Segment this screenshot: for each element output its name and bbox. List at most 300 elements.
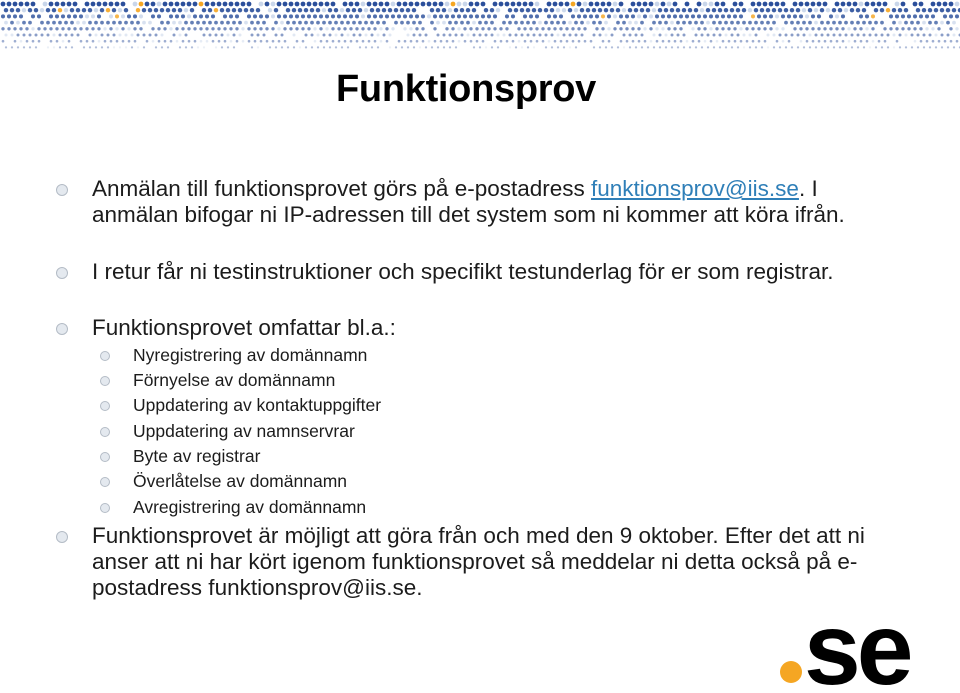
band-dot [827, 46, 829, 48]
band-dot [836, 40, 839, 43]
svg-text:se: se [804, 596, 910, 688]
band-dot [901, 14, 905, 18]
band-dot [769, 2, 774, 7]
band-dot [671, 34, 674, 37]
band-dot [508, 21, 512, 25]
band-dot [139, 27, 142, 30]
band-dot [340, 8, 344, 12]
band-dot [406, 8, 410, 12]
band-dot [25, 2, 30, 7]
band-dot [268, 8, 272, 12]
band-dot [847, 2, 852, 7]
band-dot [733, 14, 737, 18]
band-dot [755, 46, 757, 48]
band-dot [955, 27, 958, 30]
band-dot [743, 46, 745, 48]
band-dot [472, 8, 476, 12]
band-dot [662, 40, 665, 43]
band-dot [608, 40, 611, 43]
band-dot [400, 8, 404, 12]
band-dot [793, 2, 798, 7]
band-dot [59, 46, 61, 48]
band-dot [182, 40, 185, 43]
band-dot [544, 8, 548, 12]
band-dot [17, 34, 20, 37]
sub-bullet-dot-icon [100, 401, 110, 411]
band-dot [10, 21, 14, 25]
band-dot [530, 40, 533, 43]
band-dot [799, 2, 804, 7]
bullet-dot-icon [56, 184, 68, 196]
band-dot [586, 21, 590, 25]
band-dot [463, 27, 466, 30]
band-dot [239, 34, 242, 37]
band-dot [730, 21, 734, 25]
band-dot [5, 46, 7, 48]
band-dot [40, 21, 44, 25]
band-dot [815, 46, 817, 48]
band-dot [547, 14, 551, 18]
band-dot [68, 40, 71, 43]
band-dot [298, 21, 302, 25]
band-dot [748, 21, 752, 25]
band-dot [10, 8, 14, 12]
band-dot [202, 21, 206, 25]
band-dot [302, 40, 305, 43]
band-dot [79, 27, 82, 30]
band-dot [533, 46, 535, 48]
band-dot [77, 34, 80, 37]
band-dot [538, 8, 542, 12]
band-dot [61, 27, 64, 30]
band-dot [577, 27, 580, 30]
band-dot [575, 34, 578, 37]
band-dot [691, 27, 694, 30]
band-dot [497, 46, 499, 48]
band-dot [635, 34, 638, 37]
band-dot [914, 40, 917, 43]
band-dot [305, 46, 307, 48]
band-dot [445, 14, 449, 18]
band-dot [142, 8, 146, 12]
band-dot [638, 40, 641, 43]
band-dot [133, 14, 137, 18]
band-dot [176, 40, 179, 43]
sub-bullet-item [133, 471, 733, 491]
band-dot [853, 2, 858, 7]
band-dot [635, 46, 637, 48]
band-dot [206, 40, 209, 43]
band-dot [787, 14, 791, 18]
band-dot [40, 8, 44, 12]
band-dot [859, 2, 864, 7]
band-dot [316, 8, 320, 12]
band-dot [355, 27, 358, 30]
band-dot [125, 46, 127, 48]
band-dot [47, 46, 49, 48]
band-dot [808, 8, 812, 12]
band-dot [886, 8, 890, 12]
band-dot [373, 14, 377, 18]
band-dot [157, 2, 162, 7]
band-dot [475, 14, 479, 18]
band-dot [956, 40, 959, 43]
band-dot [490, 21, 494, 25]
band-dot [283, 2, 288, 7]
band-dot [124, 8, 128, 12]
band-dot [482, 40, 485, 43]
band-dot [949, 2, 954, 7]
band-dot [803, 34, 806, 37]
band-dot [133, 27, 136, 30]
band-dot [571, 14, 575, 18]
band-dot [799, 27, 802, 30]
band-dot [563, 34, 566, 37]
band-dot [467, 34, 470, 37]
band-dot [262, 21, 266, 25]
band-dot [497, 34, 500, 37]
band-dot [611, 46, 613, 48]
band-dot [667, 14, 671, 18]
band-dot [413, 46, 415, 48]
band-dot [841, 27, 844, 30]
band-dot [151, 27, 154, 30]
band-dot [749, 34, 752, 37]
band-dot [163, 2, 168, 7]
band-dot [544, 21, 548, 25]
band-dot [28, 21, 32, 25]
band-dot [134, 40, 137, 43]
band-dot [731, 34, 734, 37]
band-dot [7, 14, 11, 18]
band-dot [343, 27, 346, 30]
band-dot [653, 34, 656, 37]
band-dot [725, 34, 728, 37]
band-dot [605, 34, 608, 37]
band-dot [658, 8, 662, 12]
sub-bullet-item [133, 345, 733, 365]
band-dot [707, 46, 709, 48]
band-dot [700, 8, 704, 12]
sub-bullet-dot-icon [100, 503, 110, 513]
band-dot [709, 27, 712, 30]
band-dot [772, 21, 776, 25]
band-dot [520, 21, 524, 25]
band-dot [730, 8, 734, 12]
band-dot [371, 46, 373, 48]
band-dot [575, 46, 577, 48]
band-dot [131, 34, 134, 37]
band-dot [778, 8, 782, 12]
band-dot [170, 40, 173, 43]
band-dot [845, 34, 848, 37]
band-dot [484, 8, 488, 12]
band-dot [829, 27, 832, 30]
band-dot [523, 27, 526, 30]
band-dot [61, 14, 65, 18]
band-dot [856, 8, 860, 12]
band-dot [691, 14, 695, 18]
band-dot [815, 34, 818, 37]
band-dot [175, 14, 179, 18]
band-dot [310, 21, 314, 25]
band-dot [251, 46, 253, 48]
band-dot [331, 14, 335, 18]
band-dot [83, 46, 85, 48]
band-dot [67, 27, 70, 30]
band-dot [799, 14, 803, 18]
band-dot [899, 46, 901, 48]
band-dot [805, 14, 809, 18]
band-dot [106, 21, 110, 25]
email-link[interactable]: funktionsprov@iis.se [591, 176, 799, 201]
band-dot [769, 27, 772, 30]
band-dot [31, 2, 36, 7]
band-dot [946, 8, 950, 12]
band-dot [469, 14, 473, 18]
band-dot [569, 46, 571, 48]
band-dot [779, 46, 781, 48]
band-dot [911, 46, 913, 48]
band-dot [686, 40, 689, 43]
band-dot [506, 40, 509, 43]
band-dot [613, 14, 617, 18]
band-dot [736, 21, 740, 25]
band-dot [748, 8, 752, 12]
band-dot [517, 27, 520, 30]
band-dot [256, 8, 260, 12]
band-dot [724, 8, 728, 12]
sub-bullet-dot-icon [100, 477, 110, 487]
band-dot [313, 14, 317, 18]
band-dot [107, 34, 110, 37]
band-dot [757, 27, 760, 30]
band-dot [457, 14, 461, 18]
band-dot [223, 2, 228, 7]
band-dot [631, 2, 636, 7]
band-dot [208, 21, 212, 25]
band-dot [412, 8, 416, 12]
band-dot [197, 46, 199, 48]
band-dot [61, 2, 66, 7]
band-dot [553, 2, 558, 7]
band-dot [754, 21, 758, 25]
band-dot [115, 14, 119, 18]
band-dot [421, 2, 426, 7]
se-logo [778, 596, 948, 688]
band-dot [220, 21, 224, 25]
band-dot [811, 14, 815, 18]
band-dot [11, 34, 14, 37]
band-dot [212, 40, 215, 43]
band-dot [38, 40, 41, 43]
band-dot [76, 21, 80, 25]
band-dot [203, 34, 206, 37]
band-dot [548, 40, 551, 43]
band-dot [224, 40, 227, 43]
band-dot [743, 34, 746, 37]
band-dot [148, 8, 152, 12]
band-dot [346, 21, 350, 25]
band-dot [838, 21, 842, 25]
band-dot [676, 8, 680, 12]
band-dot [542, 40, 545, 43]
band-dot [353, 34, 356, 37]
band-dot [574, 8, 578, 12]
band-dot [610, 8, 614, 12]
band-dot [32, 40, 35, 43]
band-dot [115, 27, 118, 30]
band-dot [317, 34, 320, 37]
band-dot [503, 34, 506, 37]
band-dot [773, 34, 776, 37]
band-dot [781, 14, 785, 18]
band-dot [460, 21, 464, 25]
band-dot [952, 21, 956, 25]
sub-bullet-item [133, 497, 733, 517]
band-dot [235, 14, 239, 18]
band-dot [896, 40, 899, 43]
band-dot [73, 14, 77, 18]
band-dot [76, 8, 80, 12]
band-dot [410, 40, 413, 43]
band-dot [109, 14, 113, 18]
band-dot [7, 2, 12, 7]
band-dot [205, 27, 208, 30]
band-dot [73, 2, 78, 7]
band-dot [796, 21, 800, 25]
band-dot [595, 14, 599, 18]
band-dot [793, 27, 796, 30]
band-dot [293, 34, 296, 37]
band-dot [569, 34, 572, 37]
band-dot [631, 27, 634, 30]
band-dot [749, 46, 751, 48]
band-dot [631, 14, 635, 18]
band-dot [911, 34, 914, 37]
band-dot [350, 40, 353, 43]
band-dot [583, 2, 588, 7]
band-dot [683, 34, 686, 37]
band-dot [841, 2, 846, 7]
band-dot [394, 21, 398, 25]
band-dot [719, 34, 722, 37]
band-dot [803, 46, 805, 48]
band-dot [698, 40, 701, 43]
band-dot [289, 14, 293, 18]
band-dot [767, 34, 770, 37]
band-dot [851, 46, 853, 48]
band-dot [455, 46, 457, 48]
band-dot [649, 27, 652, 30]
band-dot [731, 46, 733, 48]
band-dot [49, 14, 53, 18]
band-dot [664, 21, 668, 25]
band-dot [332, 40, 335, 43]
band-dot [863, 34, 866, 37]
band-dot [736, 8, 740, 12]
band-dot [695, 46, 697, 48]
band-dot [742, 21, 746, 25]
band-dot [773, 46, 775, 48]
band-dot [470, 40, 473, 43]
band-dot [293, 46, 295, 48]
band-dot [431, 46, 433, 48]
band-dot [455, 34, 458, 37]
band-dot [215, 34, 218, 37]
band-dot [179, 34, 182, 37]
band-dot [839, 46, 841, 48]
band-dot [673, 2, 678, 7]
band-dot [404, 40, 407, 43]
band-dot [80, 40, 83, 43]
bullet-item-scope [92, 315, 892, 341]
band-dot [532, 21, 536, 25]
band-dot [829, 14, 833, 18]
band-dot [724, 21, 728, 25]
band-dot [527, 46, 529, 48]
band-dot [250, 8, 254, 12]
band-dot [193, 2, 198, 7]
band-dot [451, 27, 454, 30]
band-dot [106, 8, 110, 12]
band-dot [407, 34, 410, 37]
band-dot [131, 46, 133, 48]
band-dot [334, 8, 338, 12]
band-dot [196, 21, 200, 25]
band-dot [493, 27, 496, 30]
band-dot [199, 14, 203, 18]
band-dot [827, 34, 830, 37]
band-dot [356, 40, 359, 43]
band-dot [590, 40, 593, 43]
band-dot [832, 21, 836, 25]
band-dot [913, 2, 918, 7]
band-dot [757, 14, 761, 18]
band-dot [952, 8, 956, 12]
band-dot [901, 27, 904, 30]
band-dot [844, 8, 848, 12]
band-dot [419, 46, 421, 48]
band-dot [326, 40, 329, 43]
band-dot [164, 40, 167, 43]
band-dot [893, 46, 895, 48]
band-dot [169, 27, 172, 30]
sub-bullet-dot-icon [100, 427, 110, 437]
band-dot [508, 8, 512, 12]
band-dot [808, 21, 812, 25]
band-dot [143, 34, 146, 37]
band-dot [101, 34, 104, 37]
band-dot [950, 40, 953, 43]
band-dot [661, 14, 665, 18]
band-dot [181, 2, 186, 7]
band-dot [733, 27, 736, 30]
band-dot [284, 40, 287, 43]
band-dot [634, 21, 638, 25]
band-dot [122, 40, 125, 43]
band-dot [644, 40, 647, 43]
band-dot [871, 2, 876, 7]
band-dot [817, 14, 821, 18]
band-dot [670, 8, 674, 12]
band-dot [514, 8, 518, 12]
band-dot [448, 8, 452, 12]
band-dot [739, 27, 742, 30]
band-dot [163, 27, 166, 30]
bullet-text: I retur får ni testinstruktioner och specifikt testunderlag för er som registrar. [92, 259, 834, 284]
band-dot [19, 27, 22, 30]
